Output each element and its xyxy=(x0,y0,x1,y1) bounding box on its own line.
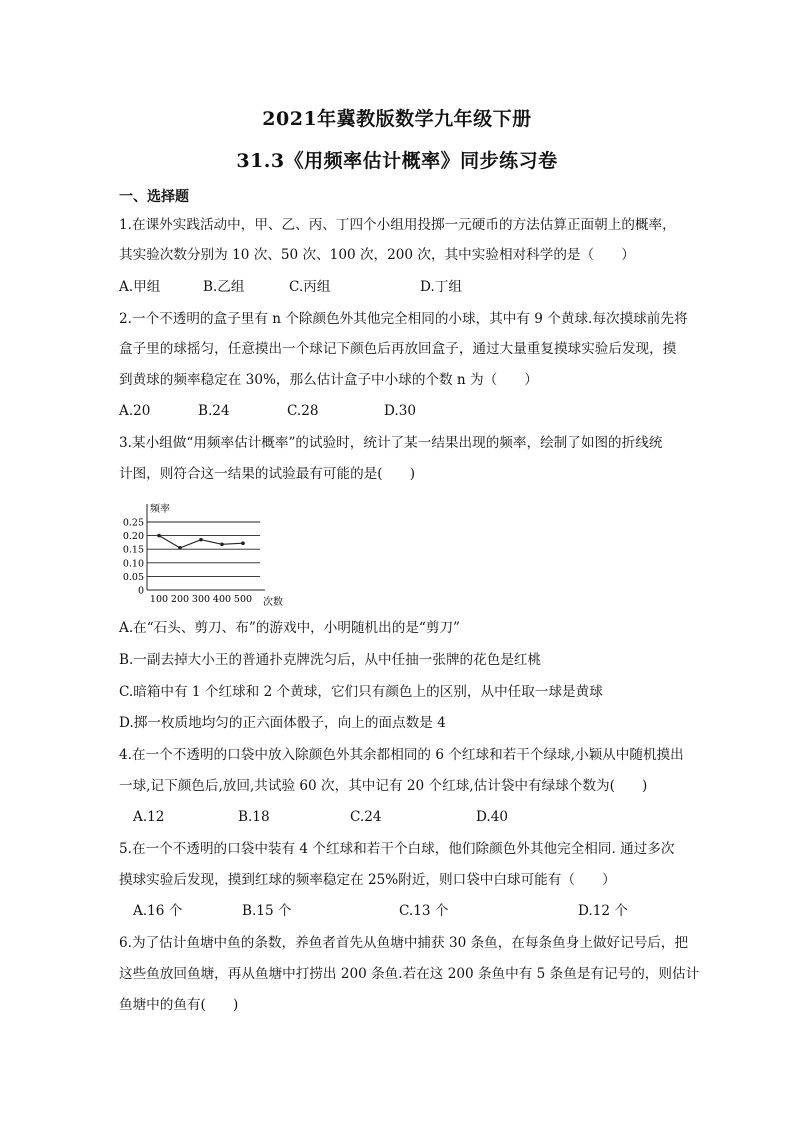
question-4-option-d: D.40 xyxy=(476,809,509,825)
y-tick-label: 0.25 xyxy=(122,517,144,529)
document-subtitle: 31.3《用频率估计概率》同步练习卷 xyxy=(236,150,558,172)
question-2-line-2: 盒子里的球摇匀，任意摸出一个球记下颜色后再放回盒子，通过大量重复摸球实验后发现，摸 xyxy=(119,341,677,357)
question-3-option-d: D.掷一枚质地均匀的正六面体骰子，向上的面点数是 4 xyxy=(119,715,446,731)
document-title: 2021年冀教版数学九年级下册 xyxy=(262,108,532,130)
question-4-line-1: 4.在一个不透明的口袋中放入除颜色外其余都相同的 6 个红球和若干个绿球,小颖从中随机摸出 xyxy=(119,747,684,763)
question-6-line-1: 6.为了估计鱼塘中鱼的条数，养鱼者首先从鱼塘中捕获 30 条鱼，在每条鱼身上做好记号后，把 xyxy=(119,935,689,951)
series-line xyxy=(159,536,243,548)
question-6-line-2: 这些鱼放回鱼塘，再从鱼塘中打捞出 200 条鱼.若在这 200 条鱼中有 5 条鱼是有记号的，则估计 xyxy=(119,966,700,982)
question-2-option-b: B.24 xyxy=(198,403,230,419)
question-2-option-a: A.20 xyxy=(119,403,151,419)
question-5-option-b: B.15 个 xyxy=(242,903,292,919)
question-5-line-1: 5.在一个不透明的口袋中装有 4 个红球和若干个白球，他们除颜色外其他完全相同. 通过多次 xyxy=(119,841,675,857)
x-tick-label: 200 xyxy=(170,594,190,605)
x-axis-label: 次数 xyxy=(263,597,283,608)
y-tick-label: 0.05 xyxy=(122,571,144,583)
y-tick-label: 0.15 xyxy=(122,544,144,556)
question-4-option-a: A.12 xyxy=(133,809,165,825)
data-point xyxy=(157,534,161,538)
question-1-option-a: A.甲组 xyxy=(119,279,161,295)
y-tick-label: 0 xyxy=(137,585,144,597)
question-1-option-c: C.丙组 xyxy=(289,279,331,295)
question-2-option-d: D.30 xyxy=(384,403,417,419)
question-5-option-a: A.16 个 xyxy=(133,903,183,919)
question-5-option-d: D.12 个 xyxy=(578,903,628,919)
x-tick-label: 500 xyxy=(233,594,253,605)
x-tick-label: 300 xyxy=(191,594,211,605)
question-3-line-2: 计图，则符合这一结果的试验最有可能的是( ) xyxy=(119,466,416,482)
frequency-line-chart xyxy=(117,498,297,610)
question-5-line-2: 摸球实验后发现，摸到红球的频率稳定在 25%附近，则口袋中白球可能有（ ） xyxy=(119,872,616,888)
question-2-line-3: 到黄球的频率稳定在 30%，那么估计盒子中小球的个数 n 为（ ） xyxy=(119,372,538,388)
question-1-option-d: D.丁组 xyxy=(420,279,462,295)
y-tick-label: 0.10 xyxy=(122,558,144,570)
question-4-option-c: C.24 xyxy=(350,809,382,825)
question-2-line-1: 2.一个不透明的盒子里有 n 个除颜色外其他完全相同的小球，其中有 9 个黄球.每次摸球前先将 xyxy=(119,311,688,327)
question-3-option-a: A.在“石头、剪刀、布”的游戏中，小明随机出的是“剪刀” xyxy=(119,620,460,636)
question-2-option-c: C.28 xyxy=(287,403,319,419)
y-tick-label: 0.20 xyxy=(122,531,144,543)
question-4-line-2: 一球,记下颜色后,放回,共试验 60 次，其中记有 20 个红球,估计袋中有绿球个数为( ) xyxy=(119,778,648,794)
question-6-line-3: 鱼塘中的鱼有( ) xyxy=(119,997,239,1013)
question-3-line-1: 3.某小组做“用频率估计概率”的试验时，统计了某一结果出现的频率，绘制了如图的折线统 xyxy=(119,435,663,451)
question-1-option-b: B.乙组 xyxy=(203,279,245,295)
question-3-option-c: C.暗箱中有 1 个红球和 2 个黄球，它们只有颜色上的区别，从中任取一球是黄球 xyxy=(119,684,603,700)
section-heading: 一、选择题 xyxy=(119,189,189,205)
question-5-option-c: C.13 个 xyxy=(399,903,449,919)
y-axis-label: 频率 xyxy=(150,504,170,515)
data-point xyxy=(199,538,203,542)
data-point xyxy=(220,543,224,547)
question-1-line-2: 其实验次数分别为 10 次、50 次、100 次，200 次，其中实验相对科学的是（ ） xyxy=(119,247,635,263)
x-tick-label: 100 xyxy=(149,594,169,605)
question-3-option-b: B.一副去掉大小王的普通扑克牌洗匀后，从中任抽一张牌的花色是红桃 xyxy=(119,652,542,668)
x-tick-label: 400 xyxy=(212,594,232,605)
question-4-option-b: B.18 xyxy=(238,809,270,825)
data-point xyxy=(178,546,182,550)
question-1-line-1: 1.在课外实践活动中，甲、乙、丙、丁四个小组用投掷一元硬币的方法估算正面朝上的概率， xyxy=(119,217,676,233)
data-point xyxy=(241,541,245,545)
